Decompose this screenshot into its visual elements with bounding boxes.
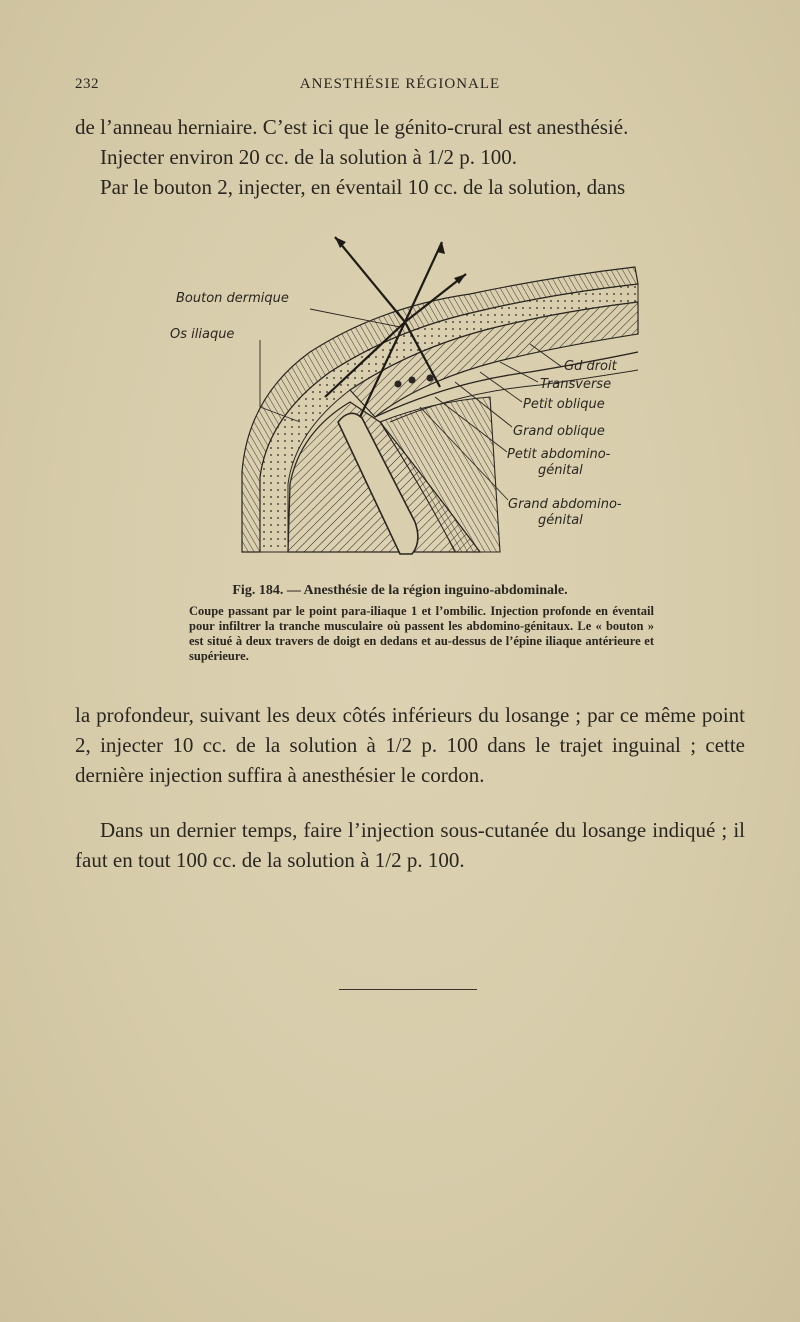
label-grand-oblique: Grand oblique: [513, 424, 605, 439]
body-line-2: Injecter environ 20 cc. de la solution à 1/2 p. 100.: [100, 145, 517, 169]
label-petit-abdo-2: génital: [538, 463, 583, 478]
label-petit-oblique: Petit oblique: [523, 397, 605, 412]
figure-caption-title: Fig. 184. — Anesthésie de la région inguino-abdominale.: [232, 583, 568, 598]
nerve-dot: [395, 381, 402, 388]
body-line-1: de l’anneau herniaire. C’est ici que le génito-crural est anesthésié.: [75, 115, 629, 139]
label-os: Os iliaque: [170, 327, 235, 342]
label-bouton: Bouton dermique: [176, 291, 289, 306]
end-rule: [339, 989, 477, 990]
running-title: ANESTHÉSIE RÉGIONALE: [299, 76, 501, 92]
nerve-dot: [409, 377, 416, 384]
figure-caption-body: Coupe passant par le point para-iliaque 1 et l’ombilic. Injection profonde en éventail pour infiltrer la tranche musculaire où passent les abdomino-génitaux. Le « bouton » est situé à deux travers de doigt en dedans et au-dessus de l’épine iliaque antérieure et supérieure.: [189, 604, 654, 663]
nerve-dot: [427, 375, 434, 382]
body-paragraph-2: Dans un dernier temps, faire l’injection sous-cutanée du losange indiqué ; il faut en tout 100 cc. de la solution à 1/2 p. 100.: [75, 818, 745, 872]
body-line-3: Par le bouton 2, injecter, en éventail 10 cc. de la solution, dans: [100, 175, 626, 199]
body-paragraph-1: la profondeur, suivant les deux côtés inférieurs du losange ; par ce même point 2, injecter 10 cc. de la solution à 1/2 p. 100 dans le trajet inguinal ; cette dernière injection suffira à anesthésier le cordon.: [75, 703, 745, 787]
label-petit-abdo-1: Petit abdomino-: [507, 447, 611, 462]
label-gd-droit: Gd droit: [564, 359, 617, 374]
page-number: 232: [75, 76, 99, 92]
label-grand-abdo-1: Grand abdomino-: [508, 497, 622, 512]
anatomical-figure: [150, 222, 660, 567]
label-grand-abdo-2: génital: [538, 513, 583, 528]
label-transverse: Transverse: [540, 377, 612, 392]
